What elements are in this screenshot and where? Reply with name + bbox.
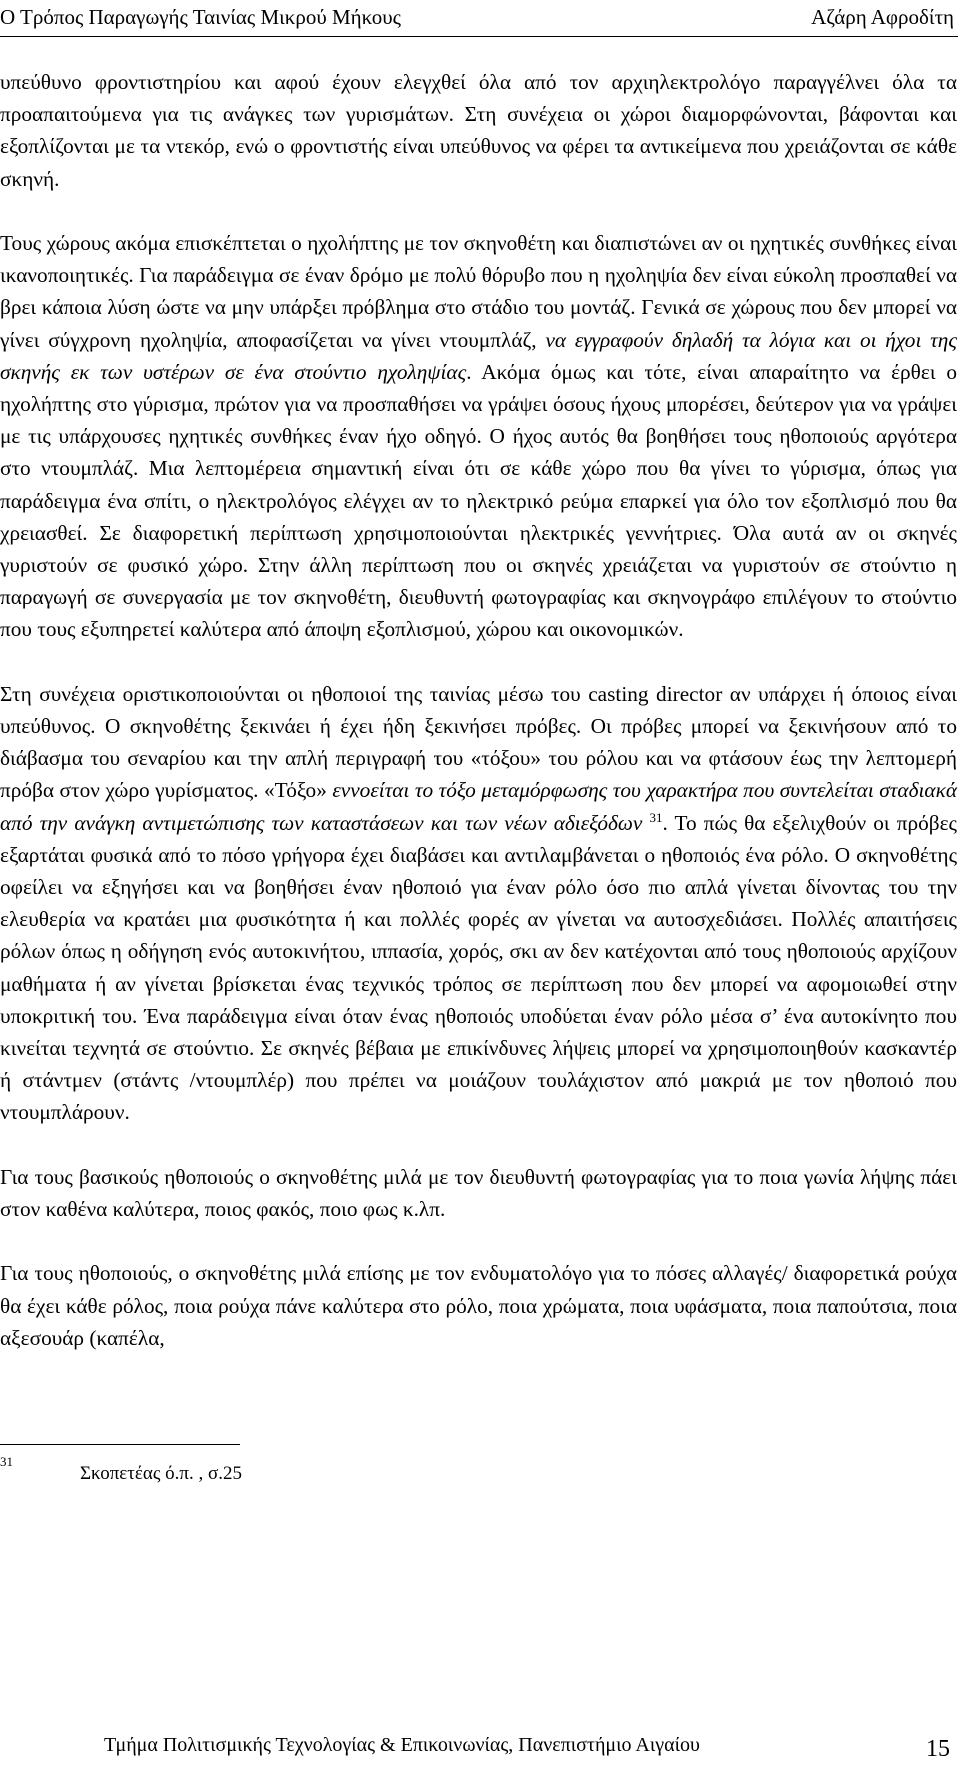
header-author: Αζάρη Αφροδίτη bbox=[811, 5, 954, 29]
body-paragraph bbox=[0, 1257, 957, 1354]
running-footer bbox=[0, 1730, 960, 1760]
page-number: 15 bbox=[926, 1736, 950, 1762]
footnote-number: 31 bbox=[0, 1454, 13, 1469]
paragraph-text: Για τους ηθοποιούς, ο σκηνοθέτης μιλά επίσης με τον ενδυματολόγο για το πόσες αλλαγές/ διαφορετικά ρούχα θα έχει κάθε ρόλος, ποια ρούχα πάνε καλύτερα στο ρόλο, ποια χρώματα, ποια υφάσματα, ποια παπούτσια, ποια αξεσουάρ (καπέλα, bbox=[0, 1261, 957, 1350]
header-title: Ο Τρόπος Παραγωγής Ταινίας Μικρού Μήκους bbox=[0, 5, 401, 29]
header-divider bbox=[0, 36, 958, 37]
paragraph-text: . Το πώς θα εξελιχθούν οι πρόβες εξαρτάται φυσικά από το πόσο γρήγορα έχει διαβάσει και αντιλαμβάνεται ο ηθοποιός ένα ρόλο. Ο σκηνοθέτης οφείλει να εξηγήσει και να βοηθήσει έναν ηθοποιό για έναν ρόλο όσο πιο απλά γίνεται δίνοντας του την ελευθερία να κρατάει μια φυσικότητα ή και πολλές φορές αν γίνεται να αυτοσχεδιάσει. Πολλές απαιτήσεις ρόλων όπως η οδήγηση ενός αυτοκινήτου, ιππασία, χορός, σκι αν δεν κατέχονται από τους ηθοποιούς αρχίζουν μαθήματα ή αν γίνεται βρίσκεται ένας τεχνικός τρόπος σε περίπτωση που δεν μπορεί να αφομοιωθεί στην υποκριτική του. Ένα παράδειγμα είναι όταν ένας ηθοποιός υποδύεται έναν ρόλο μέσα σ’ ένα αυτοκίνητο που κινείται τεχνητά σε στούντιο. Σε σκηνές βέβαια με επικίνδυνες λήψεις μπορεί να χρησιμοποιηθούν κασκαντέρ ή στάντμεν (στάντς /ντουμπλέρ) που πρέπει να μοιάζουν τουλάχιστον από μακριά με τον ηθοποιό που ντουμπλάρουν. bbox=[0, 810, 957, 1125]
paragraph-text: Στη συνέχεια οριστικοποιούνται οι ηθοποιοί της ταινίας μέσω του casting director αν υπάρχει ή όποιος είναι υπεύθυνος. Ο σκηνοθέτης ξεκινάει ή έχει ήδη ξεκινήσει πρόβες. Οι πρόβες μπορεί να ξεκινήσουν από το διάβασμα του σεναρίου και την απλή περιγραφή του «τόξου» του ρόλου και να φτάσουν έως την λεπτομερή πρόβα στον χώρο γυρίσματος. «Τόξο» bbox=[0, 681, 957, 803]
italic-text: εννοείται το τόξο μεταμόρφωσης του χαρακτήρα που συντελείται σταδιακά από την ανάγκη αντιμετώπισης των καταστάσεων και των νέων αδιεξόδων bbox=[0, 778, 957, 835]
body-paragraph bbox=[0, 66, 957, 195]
footnote-reference: 31 bbox=[649, 809, 663, 825]
running-header bbox=[0, 2, 960, 32]
footer-institution: Τμήμα Πολιτισμικής Τεχνολογίας & Επικοινωνίας, Πανεπιστήμιο Αιγαίου bbox=[104, 1734, 700, 1756]
paragraph-text: Τους χώρους ακόμα επισκέπτεται ο ηχολήπτης με τον σκηνοθέτη και διαπιστώνει αν οι ηχητικές συνθήκες είναι ικανοποιητικές. Για παράδειγμα σε έναν δρόμο με πολύ θόρυβο που η ηχοληψία δεν είναι εύκολη προσπαθεί να βρει κάποια λύση ώστε να μην υπάρξει πρόβλημα στο στάδιο του μοντάζ. Γενικά σε χώρους που δεν μπορεί να γίνει σύγχρονη ηχοληψία, αποφασίζεται να γίνει ντουμπλάζ, bbox=[0, 231, 957, 352]
body-paragraph bbox=[0, 678, 957, 1129]
paragraph-text: Για τους βασικούς ηθοποιούς ο σκηνοθέτης μιλά με τον διευθυντή φωτογραφίας για το ποια γωνία λήψης πάει στον καθένα καλύτερα, ποιος φακός, ποιο φως κ.λπ. bbox=[0, 1164, 957, 1222]
body-paragraph bbox=[0, 227, 957, 646]
body-paragraph bbox=[0, 1161, 957, 1225]
italic-text: να εγγραφούν δηλαδή τα λόγια και οι ήχοι της σκηνής εκ των υστέρων σε ένα στούντιο ηχοληψίας bbox=[0, 327, 957, 384]
paragraph-text: υπεύθυνο φροντιστηρίου και αφού έχουν ελεγχθεί όλα από τον αρχιηλεκτρολόγο παραγγέλνει όλα τα προαπαιτούμενα για τις ανάγκες των γυρισμάτων. Στη συνέχεια οι χώροι διαμορφώνονται, βάφονται και εξοπλίζονται με τα ντεκόρ, ενώ ο φροντιστής είναι υπεύθυνος να φέρει τα αντικείμενα που χρειάζονται σε κάθε σκηνή. bbox=[0, 70, 957, 191]
paragraph-text: . Ακόμα όμως και τότε, είναι απαραίτητο να έρθει ο ηχολήπτης στο γύρισμα, πρώτον για να προσπαθήσει να γράψει όσους ήχους μπορέσει, δεύτερον για να γράψει με τις υπάρχουσες ηχητικές συνθήκες έναν ήχο οδηγό. Ο ήχος αυτός θα βοηθήσει τους ηθοποιούς αργότερα στο ντουμπλάζ. Μια λεπτομέρεια σημαντική είναι ότι σε κάθε χώρο που θα γίνει το γύρισμα, όπως για παράδειγμα ένα σπίτι, ο ηλεκτρολόγος ελέγχει αν το ηλεκτρικό ρεύμα επαρκεί για όλο τον εξοπλισμό που θα χρειασθεί. Σε διαφορετική περίπτωση χρησιμοποιούνται ηλεκτρικές γεννήτριες. Όλα αυτά αν οι σκηνές γυριστούν σε φυσικό χώρο. Στην άλλη περίπτωση που οι σκηνές χρειάζεται να γυριστούν σε στούντιο η παραγωγή σε συνεργασία με τον σκηνοθέτη, διευθυντή φωτογραφίας και σκηνογράφο επιλέγουν το στούντιο που τους εξυπηρετεί καλύτερα από άποψη εξοπλισμού, χώρου και οικονομικών. bbox=[0, 359, 957, 642]
document-body bbox=[0, 66, 957, 1354]
footnote-divider bbox=[0, 1444, 240, 1445]
footnote-text: Σκοπετέας ό.π. , σ.25 bbox=[80, 1463, 242, 1484]
